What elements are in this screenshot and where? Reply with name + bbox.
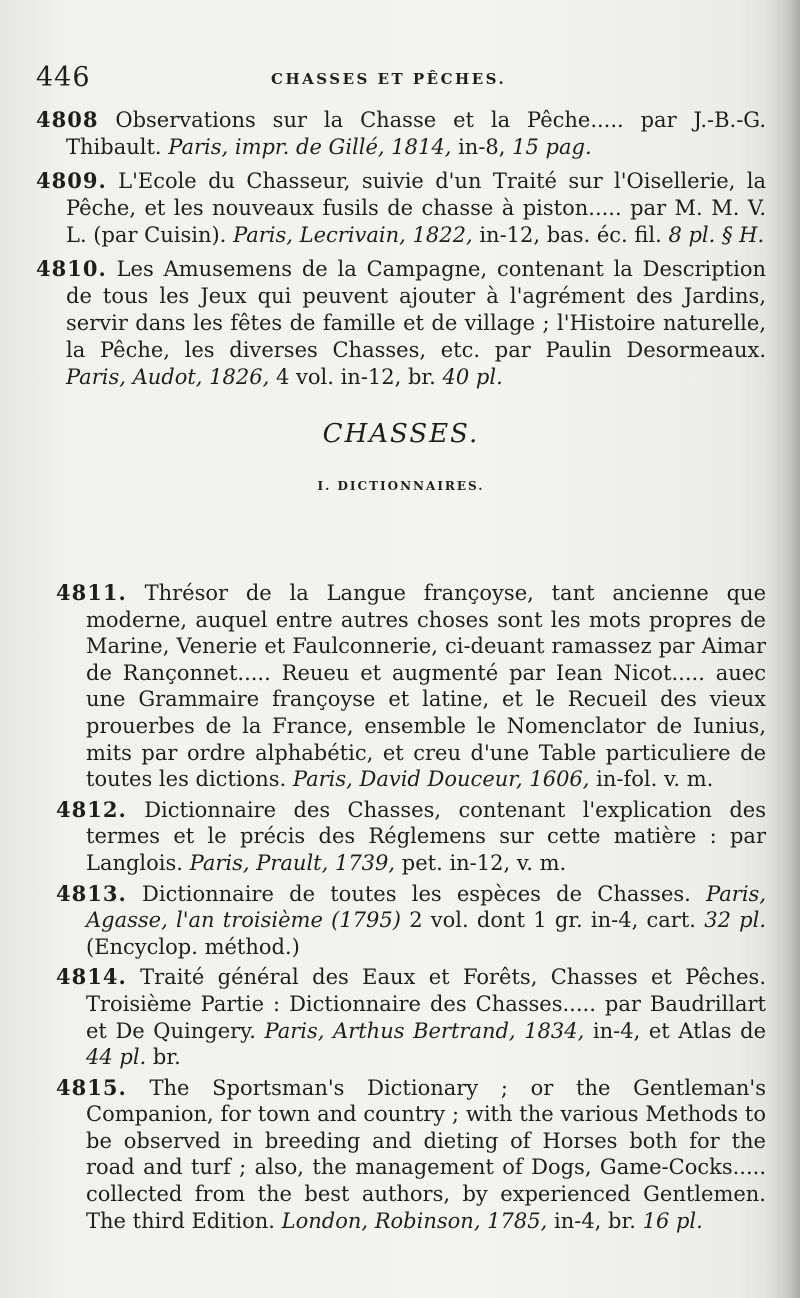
bibliographic-entry: 4814. Traité général des Eaux et Forêts, Chasses et Pêches. Troisième Partie : Dictionnaire des Chasses..... par Baudrillart et De Quingery. Paris, Arthus Bertrand, 1834, in-4, et Atlas de 44 pl. br. [56, 964, 767, 1070]
entries-bottom [56, 580, 766, 1238]
section-title: CHASSES. [322, 419, 480, 449]
bibliographic-entry: 4810. Les Amusemens de la Campagne, contenant la Description de tous les Jeux qui peuvent ajouter à l'agrément des Jardins, servir dans les fêtes de famille et de village ; l'Histoire naturelle, la Pêche, les diverses Chasses, etc. par Paulin Desormeaux. Paris, Audot, 1826, 4 vol. in-12, br. 40 pl. [36, 256, 766, 389]
bibliographic-entry: 4813. Dictionnaire de toutes les espèces de Chasses. Paris, Agasse, l'an troisième (1795) 2 vol. dont 1 gr. in-4, cart. 32 pl. (Encyclop. méthod.) [56, 880, 766, 959]
bibliographic-entry: 4809. L'Ecole du Chasseur, suivie d'un Traité sur l'Oisellerie, la Pêche, et les nouveaux fusils de chasse à piston..... par M. M. V. L. (par Cuisin). Paris, Lecrivain, 1822, in-12, bas. éc. fil. 8 pl. § H. [36, 168, 766, 247]
bibliographic-entry: 4808 Observations sur la Chasse et la Pêche..... par J.-B.-G. Thibault. Paris, impr. de Gillé, 1814, in-8, 15 pag. [36, 107, 766, 159]
page-gutter-shadow [766, 0, 800, 1298]
subsection-title: I. DICTIONNAIRES. [317, 479, 485, 493]
bibliographic-entry: 4815. The Sportsman's Dictionary ; or the Gentleman's Companion, for town and country ; with the various Methods to be observed in breeding and dieting of Horses both for the road and turf ; also, the management of Dogs, Game-Cocks..... collected from the best authors, by experienced Gentlemen. The third Edition. London, Robinson, 1785, in-4, br. 16 pl. [56, 1074, 766, 1233]
bibliographic-entry: 4811. Thrésor de la Langue françoyse, tant ancienne que moderne, auquel entre autres choses sont les mots propres de Marine, Venerie et Faulconnerie, ci-deuant ramassez par Aimar de Rançonnet..... Reueu et augmenté par Iean Nicot..... auec une Grammaire françoyse et latine, et le Recueil des vieux prouerbes de la France, ensemble le Nomenclator de Iunius, mits par ordre alphabétic, et creu d'une Table particuliere de toutes les dictions. Paris, David Douceur, 1606, in-fol. v. m. [56, 580, 766, 792]
page-number: 446 [36, 62, 91, 93]
running-title: CHASSES ET PÊCHES. [271, 70, 507, 88]
entries-top [36, 106, 766, 527]
bibliographic-entry: 4812. Dictionnaire des Chasses, contenant l'explication des termes et le précis des Réglemens sur cette matière : par Langlois. Paris, Prault, 1739, pet. in-12, v. m. [56, 796, 766, 875]
running-head [36, 62, 736, 102]
